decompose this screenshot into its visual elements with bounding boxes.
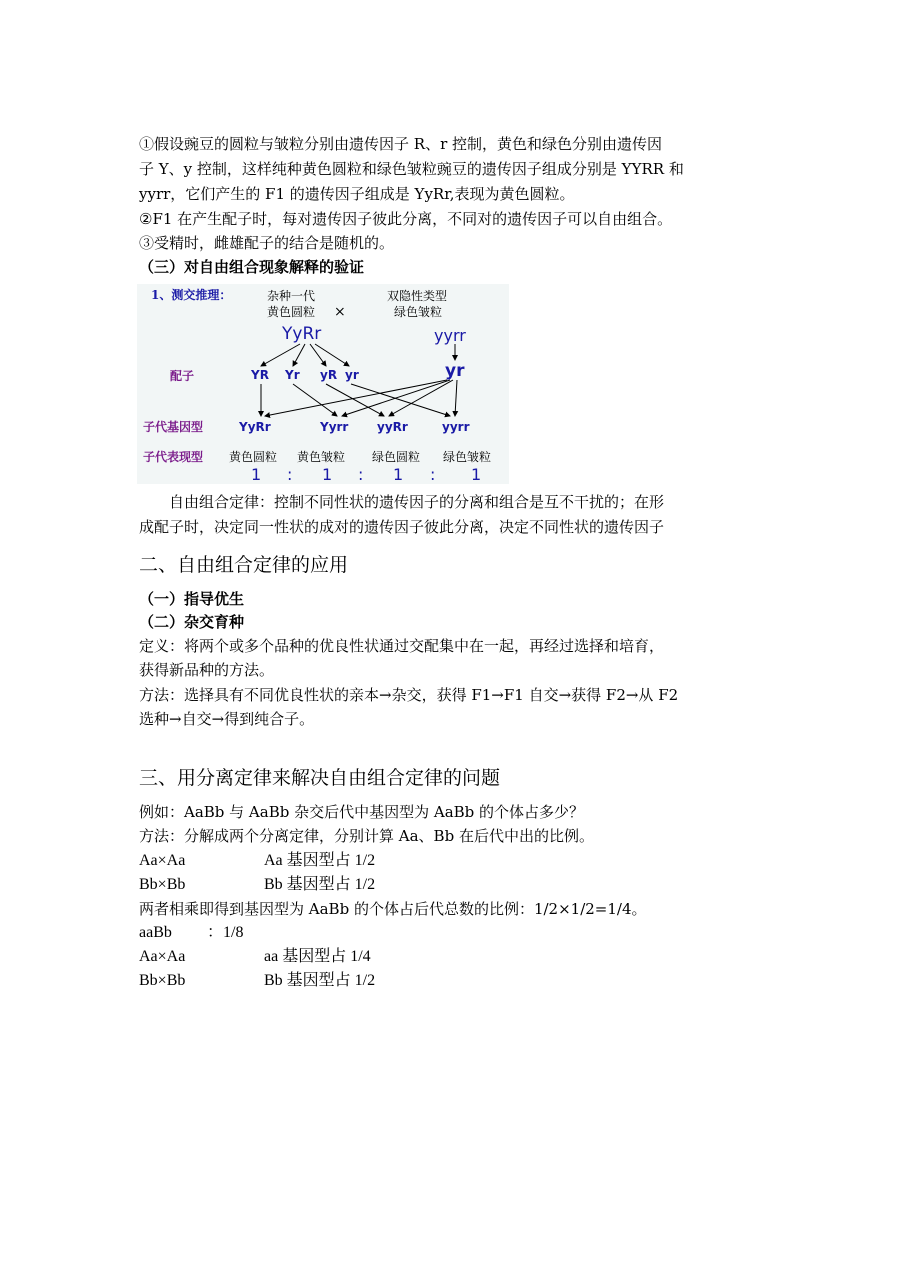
parent2-label-2: 绿色皱粒 — [394, 305, 443, 319]
ratio-sep-2: : — [358, 465, 364, 484]
test-cross-svg — [137, 284, 509, 484]
section3-heading: 三、用分离定律来解决自由组合定律的问题 — [139, 767, 501, 789]
example-text: 例如：AaBb 与 AaBb 杂交后代中基因型为 AaBb 的个体占多少？ — [139, 803, 585, 821]
calc-result: Bb 基因型占 1/2 — [264, 876, 376, 893]
hypothesis-3: ③受精时，雌雄配子的结合是随机的。 — [139, 234, 395, 252]
calc-cross: Bb×Bb — [139, 876, 186, 893]
parent2-label-1: 双隐性类型 — [387, 289, 448, 303]
parent1-label-1: 杂种一代 — [267, 289, 316, 303]
method-text: 方法：分解成两个分离定律，分别计算 Aa、Bb 在后代中出的比例。 — [139, 827, 594, 845]
cross-symbol: × — [334, 304, 346, 320]
parent1-genotype: YyRr — [282, 324, 322, 344]
offspring-genotype-3: yyRr — [377, 420, 408, 434]
section2-heading: 二、自由组合定律的应用 — [139, 554, 349, 576]
aabb-label: aaBb — [139, 924, 172, 941]
gamete-row-label: 配子 — [170, 369, 195, 383]
method-line-2: 选种→自交→得到纯合子。 — [139, 710, 315, 728]
offspring-genotype-1: YyRr — [239, 420, 271, 434]
calc-cross: Bb×Bb — [139, 972, 186, 989]
calc-result: Aa 基因型占 1/2 — [264, 852, 376, 869]
gamete-recessive: yr — [445, 361, 465, 381]
offspring-genotype-4: yyrr — [442, 420, 470, 434]
ratio-3: 1 — [393, 465, 404, 484]
law-line-1: 自由组合定律：控制不同性状的遗传因子的分离和组合是互不干扰的；在形 — [169, 493, 665, 511]
method-line-1: 方法：选择具有不同优良性状的亲本→杂交，获得 F1→F1 自交→获得 F2→从 F2 — [139, 686, 679, 704]
calc-result: Bb 基因型占 1/2 — [264, 972, 376, 989]
ratio-sep-1: : — [287, 465, 293, 484]
gamete-yr-1: YR — [251, 368, 269, 382]
calc-row — [139, 874, 779, 896]
section2-sub2: （二）杂交育种 — [139, 613, 245, 631]
offspring-phenotype-1: 黄色圆粒 — [229, 450, 278, 464]
hypothesis-line-1: ①假设豌豆的圆粒与皱粒分别由遗传因子 R、r 控制，黄色和绿色分别由遗传因 — [139, 135, 663, 153]
law-line-2: 成配子时，决定同一性状的成对的遗传因子彼此分离，决定不同性状的遗传因子 — [139, 518, 665, 536]
offspring-phenotype-3: 绿色圆粒 — [372, 450, 421, 464]
offspring-phenotype-4: 绿色皱粒 — [443, 450, 492, 464]
definition-line-2: 获得新品种的方法。 — [139, 661, 275, 679]
definition-line-1: 定义：将两个或多个品种的优良性状通过交配集中在一起，再经过选择和培育， — [139, 637, 665, 655]
hypothesis-2: ②F1 在产生配子时，每对遗传因子彼此分离，不同对的遗传因子可以自由组合。 — [139, 210, 673, 228]
diagram-title: 1、测交推理： — [151, 288, 232, 302]
parent1-label-2: 黄色圆粒 — [267, 305, 316, 319]
offspring-genotype-2: Yyrr — [320, 420, 349, 434]
calc-row — [139, 970, 779, 992]
test-cross-diagram — [137, 284, 509, 484]
aabb-row — [139, 922, 779, 944]
conclusion-text: 两者相乘即得到基因型为 AaBb 的个体占后代总数的比例：1/2×1/2=1/4。 — [139, 900, 647, 918]
hypothesis-line-3: yyrr，它们产生的 F1 的遗传因子组成是 YyRr,表现为黄色圆粒。 — [139, 185, 575, 203]
calc-cross: Aa×Aa — [139, 948, 186, 965]
section2-sub1: （一）指导优生 — [139, 590, 245, 608]
gamete-yr-3: yR — [320, 368, 338, 382]
ratio-4: 1 — [471, 465, 482, 484]
ratio-2: 1 — [322, 465, 333, 484]
verify-heading: （三）对自由组合现象解释的验证 — [139, 258, 365, 276]
calc-result: aa 基因型占 1/4 — [264, 948, 371, 965]
calc-row — [139, 850, 779, 872]
aabb-value: ：1/8 — [207, 924, 244, 941]
ratio-1: 1 — [251, 465, 262, 484]
ratio-sep-3: : — [430, 465, 436, 484]
hypothesis-line-2: 子 Y、y 控制，这样纯种黄色圆粒和绿色皱粒豌豆的遗传因子组成分别是 YYRR 和 — [139, 160, 684, 178]
calc-row — [139, 946, 779, 968]
offspring-phenotype-2: 黄色皱粒 — [297, 450, 346, 464]
phenotype-row-label: 子代表现型 — [143, 450, 204, 464]
genotype-row-label: 子代基因型 — [143, 420, 204, 434]
parent2-genotype: yyrr — [434, 326, 466, 345]
calc-cross: Aa×Aa — [139, 852, 186, 869]
gamete-yr-4: yr — [345, 368, 359, 382]
gamete-yr-2: Yr — [285, 368, 300, 382]
